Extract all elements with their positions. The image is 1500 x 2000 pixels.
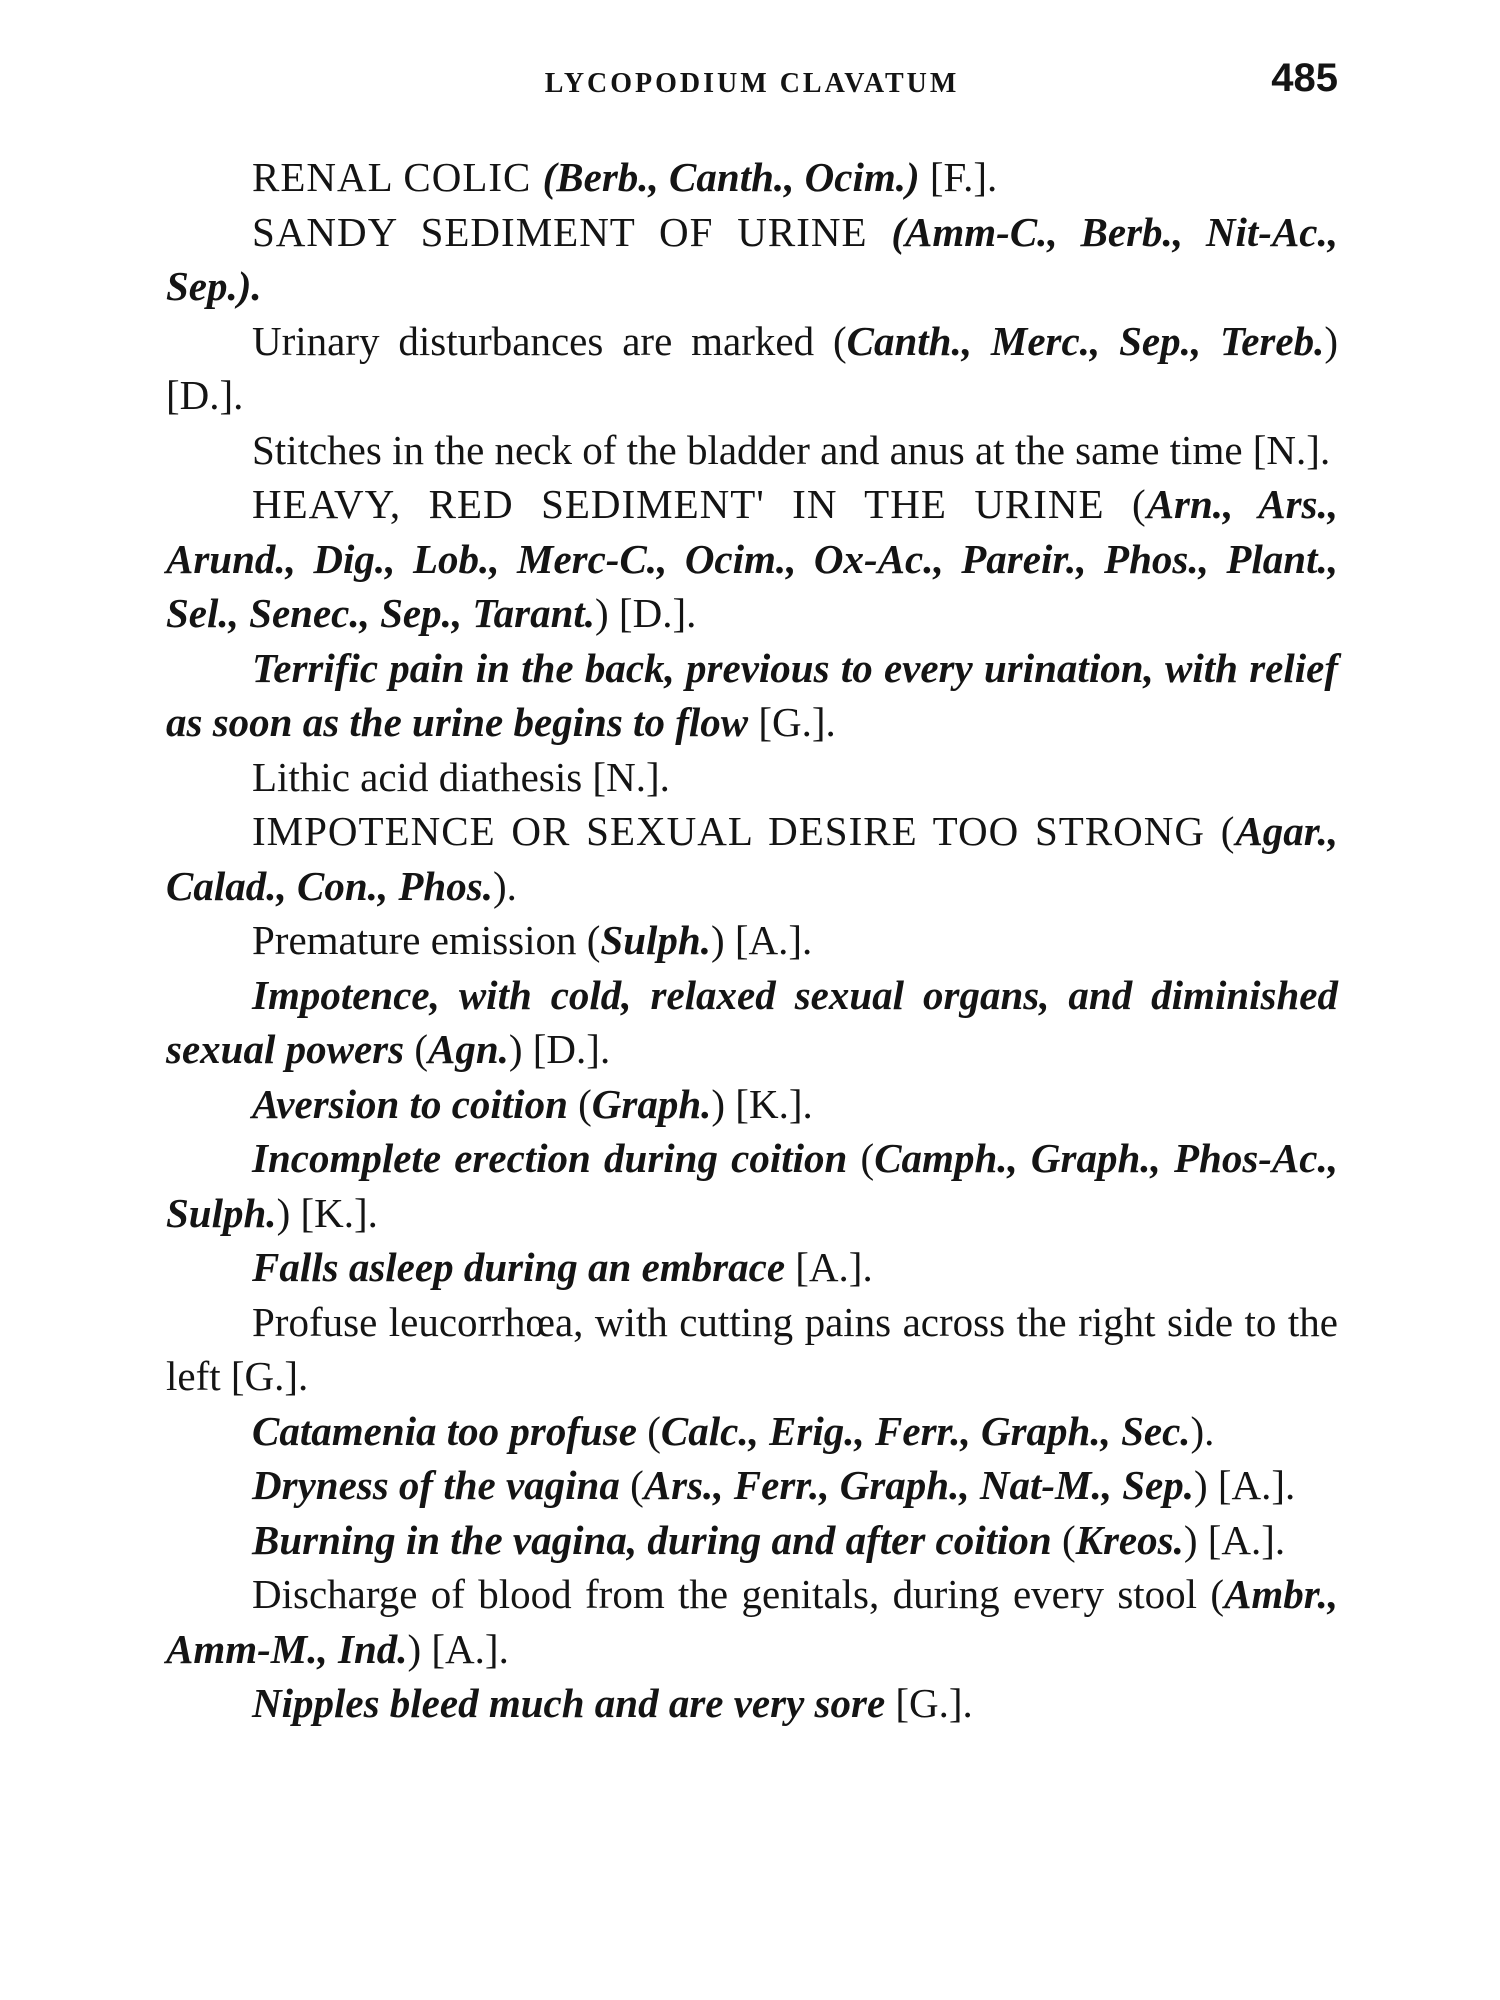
body-text (166, 150, 1338, 1731)
entry-stitches-bladder: Stitches in the neck of the bladder and anus at the same time [N.]. (252, 426, 1331, 473)
page-number: 485 (1271, 56, 1338, 100)
entry-burning-vagina: Burning in the vagina, during and after coition (Kreos.) [A.]. (252, 1516, 1286, 1563)
entry-premature-emission: Premature emission (Sulph.) [A.]. (252, 917, 813, 963)
entry-falls-asleep: Falls asleep during an embrace [A.]. (252, 1244, 873, 1290)
entry-discharge-blood: Discharge of blood from the genitals, during every stool (Ambr., Amm-M., Ind.) [A.]. (166, 1571, 1338, 1672)
entry-sandy-sediment: SANDY SEDIMENT OF URINE (Amm-C., Berb., Nit-Ac., Sep.). (166, 208, 1338, 309)
entry-lithic-acid: Lithic acid diathesis [N.]. (252, 753, 670, 800)
entry-aversion-coition: Aversion to coition (Graph.) [K.]. (252, 1080, 813, 1127)
book-page (166, 50, 1338, 1731)
entry-urinary-disturbances: Urinary disturbances are marked (Canth., Merc., Sep., Tereb.) [D.]. (166, 317, 1338, 418)
entry-impotence-strong: IMPOTENCE OR SEXUAL DESIRE TOO STRONG (Agar., Calad., Con., Phos.). (166, 808, 1338, 909)
entry-dryness-vagina: Dryness of the vagina (Ars., Ferr., Graph., Nat-M., Sep.) [A.]. (252, 1462, 1296, 1508)
running-title: LYCOPODIUM CLAVATUM (544, 68, 960, 99)
entry-incomplete-erection: Incomplete erection during coition (Camph., Graph., Phos-Ac., Sulph.) [K.]. (166, 1135, 1338, 1236)
entry-impotence-cold: Impotence, with cold, relaxed sexual organs, and diminished sexual powers (Agn.) [D.]. (166, 971, 1338, 1072)
entry-profuse-leucorrhoea: Profuse leucorrhœa, with cutting pains across the right side to the left [G.]. (166, 1298, 1338, 1399)
page-header (166, 50, 1338, 130)
entry-terrific-pain: Terrific pain in the back, previous to every urination, with relief as soon as the urine begins to flow [G.]. (166, 644, 1338, 745)
entry-nipples-bleed: Nipples bleed much and are very sore [G.]. (252, 1680, 973, 1726)
entry-catamenia: Catamenia too profuse (Calc., Erig., Ferr., Graph., Sec.). (252, 1407, 1215, 1454)
entry-heavy-red-sediment: HEAVY, RED SEDIMENT' IN THE URINE (Arn., Ars., Arund., Dig., Lob., Merc-C., Ocim., Ox-Ac., Pareir., Phos., Plant., Sel., Senec., Sep., Tarant.) [D.]. (166, 481, 1339, 636)
entry-renal-colic: RENAL COLIC (Berb., Canth., Ocim.) [F.]. (252, 154, 998, 200)
